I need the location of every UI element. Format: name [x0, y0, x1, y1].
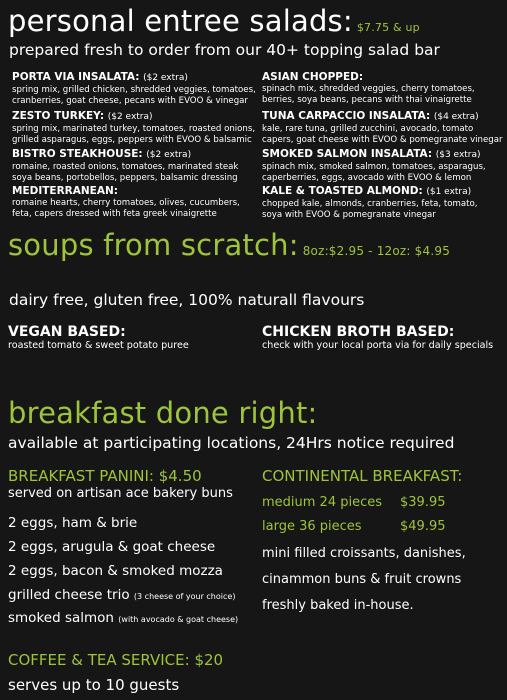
salad-extra: ($3 extra): [435, 150, 481, 160]
salad-desc: soya with EVOO & pomegranate vinegar: [262, 209, 436, 220]
salad-item: [12, 185, 240, 219]
salad-item: [12, 71, 256, 106]
coffee-sub: serves up to 10 guests: [8, 676, 180, 694]
soups-price: 8oz:$2.95 - 12oz: $4.95: [302, 244, 451, 258]
soup-broth: [262, 324, 493, 352]
salad-desc: kale, rare tuna, grilled zucchini, avocado, tomato: [262, 124, 474, 134]
continental-option-price: $49.95: [400, 519, 446, 534]
salad-desc: spring mix, marinated turkey, tomatoes, roasted onions,: [12, 124, 256, 134]
panini-note: (with avocado & goat cheese): [118, 615, 239, 624]
salads-heading: [8, 5, 420, 44]
continental-heading: CONTINENTAL BREAKFAST:: [262, 467, 463, 485]
panini-item: 2 eggs, bacon & smoked mozza: [8, 563, 223, 579]
panini-item: grilled cheese trio (3 cheese of your choice): [8, 587, 236, 603]
salad-desc: caperberries, eggs, avocado with EVOO & lemon: [262, 172, 472, 183]
salad-desc: capers, goat cheese with EVOO & pomegranate vinegar: [262, 134, 503, 145]
salads-subtitle: prepared fresh to order from our 40+ topping salad bar: [9, 41, 440, 59]
salad-desc: spinach mix, shredded veggies, cherry tomatoes,: [262, 84, 475, 94]
salad-name: ZESTO TURKEY:: [12, 110, 105, 122]
panini-item: 2 eggs, ham & brie: [8, 515, 138, 531]
coffee-heading: COFFEE & TEA SERVICE: $20: [8, 651, 224, 669]
salad-extra: ($1 extra): [426, 187, 472, 197]
salad-name: SMOKED SALMON INSALATA:: [262, 148, 433, 160]
salad-name: BISTRO STEAKHOUSE:: [12, 148, 143, 160]
salad-item: [12, 110, 255, 145]
continental-line: cinammon buns & fruit crowns: [262, 572, 462, 587]
salad-name: TUNA CARPACCIO INSALATA:: [262, 110, 431, 122]
breakfast-title: breakfast done right:: [8, 396, 318, 430]
panini-heading: BREAKFAST PANINI: $4.50: [8, 467, 202, 485]
continental-option: medium 24 pieces: [262, 495, 383, 510]
salad-extra: ($2 extra): [146, 150, 192, 160]
soups-title: soups from scratch:: [8, 228, 299, 262]
salad-extra: ($2 extra): [107, 112, 153, 122]
salad-name: MEDITERRANEAN:: [12, 185, 118, 197]
salad-desc: soya beans, portobellos, peppers, balsamic dressing: [12, 172, 238, 183]
salad-extra: ($2 extra): [143, 73, 188, 83]
soup-desc: roasted tomato & sweet potato puree: [8, 340, 189, 351]
salad-name: PORTA VIA INSALATA:: [12, 71, 140, 83]
salads-title: personal entree salads:: [8, 4, 353, 38]
continental-option-price: $39.95: [400, 495, 446, 510]
panini-note: (3 cheese of your choice): [133, 592, 236, 601]
salad-desc: romaine, roasted onions, tomatoes, marinated steak: [12, 162, 239, 172]
soups-subtitle: dairy free, gluten free, 100% naturall flavours: [9, 291, 365, 309]
salad-desc: chopped kale, almonds, cranberries, feta, tomato,: [262, 199, 478, 209]
panini-item: smoked salmon (with avocado & goat cheese): [8, 610, 239, 626]
salad-item: [262, 110, 503, 145]
salads-price: $7.75 & up: [356, 21, 420, 34]
breakfast-subtitle: available at participating locations, 24Hrs notice required: [8, 434, 455, 452]
panini-sub: served on artisan ace bakery buns: [8, 486, 233, 501]
salad-desc: grilled asparagus, eggs, peppers with EVOO & balsamic: [12, 134, 252, 145]
salad-item: [12, 148, 238, 183]
salad-item: [262, 185, 477, 220]
salad-item: [262, 148, 486, 183]
salad-item: [262, 71, 475, 105]
continental-line: freshly baked in-house.: [262, 598, 414, 613]
soup-name: CHICKEN BROTH BASED:: [262, 324, 455, 340]
soup-vegan: [8, 324, 189, 352]
salad-extra: ($4 extra): [433, 112, 479, 122]
breakfast-heading: [8, 397, 317, 429]
panini-item: 2 eggs, arugula & goat cheese: [8, 539, 216, 555]
continental-line: mini filled croissants, danishes,: [262, 546, 466, 561]
soup-desc: check with your local porta via for daily specials: [262, 340, 494, 351]
salad-desc: cranberries, goat cheese, pecans with EVOO & vinegar: [12, 95, 248, 106]
salad-desc: spring mix, grilled chicken, shredded veggies, tomatoes,: [12, 85, 256, 95]
continental-option: large 36 pieces: [262, 519, 362, 534]
salad-desc: berries, soya beans, pecans with thai vinaigrette: [262, 94, 472, 105]
salad-desc: feta, capers dressed with feta greek vinaigrette: [12, 208, 217, 219]
salad-name: KALE & TOASTED ALMOND:: [262, 185, 423, 197]
salad-desc: romaine hearts, cherry tomatoes, olives, cucumbers,: [12, 198, 240, 208]
soups-heading: [8, 229, 450, 267]
salad-desc: spinach mix, smoked salmon, tomatoes, asparagus,: [262, 162, 486, 172]
salad-name: ASIAN CHOPPED:: [262, 71, 364, 83]
soup-name: VEGAN BASED:: [8, 324, 126, 340]
